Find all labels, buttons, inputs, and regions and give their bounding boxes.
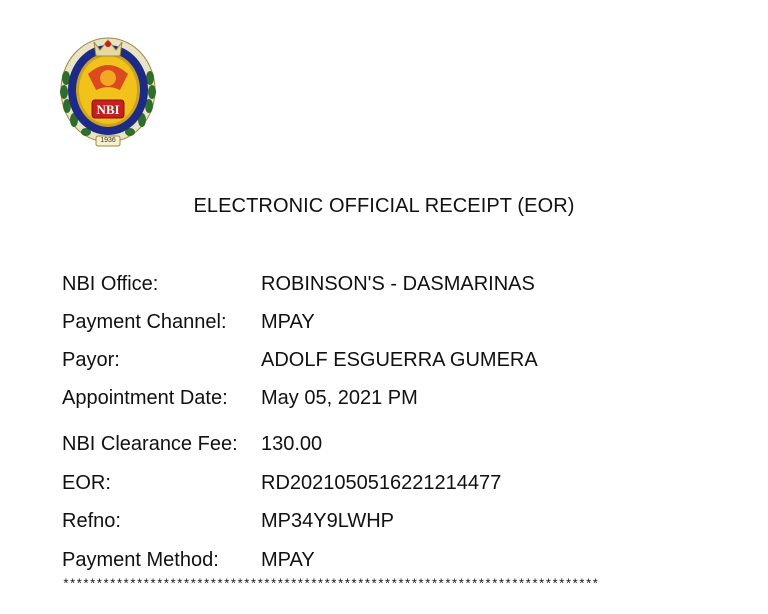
field-label: EOR: [62, 472, 111, 494]
nbi-seal-logo [58, 28, 158, 150]
asterisk-separator: ******************************************************************************** [62, 578, 599, 592]
field-label: Payment Channel: [62, 311, 227, 333]
field-label: Appointment Date: [62, 387, 228, 409]
field-value: 130.00 [261, 433, 323, 455]
seal-year: 1936 [100, 137, 116, 144]
receipt-title: ELECTRONIC OFFICIAL RECEIPT (EOR) [193, 195, 575, 217]
field-label: NBI Clearance Fee: [62, 433, 238, 455]
seal-text: NBI [96, 102, 120, 117]
field-value: RD202105051622121447​7 [261, 472, 502, 494]
field-value: MPAY [261, 311, 315, 333]
field-value: MPAY [261, 549, 315, 571]
field-value: ROBINSON'S - DASMARINAS [261, 273, 535, 295]
field-label: Refno: [62, 510, 121, 532]
field-value: MP34Y9LWHP [261, 510, 395, 532]
field-value: May 05, 2021 PM [261, 387, 418, 409]
field-label: Payor: [62, 349, 120, 371]
field-label: NBI Office: [62, 273, 159, 295]
field-label: Payment Method: [62, 549, 219, 571]
field-value: ADOLF ESGUERRA GUMERA [261, 349, 538, 371]
